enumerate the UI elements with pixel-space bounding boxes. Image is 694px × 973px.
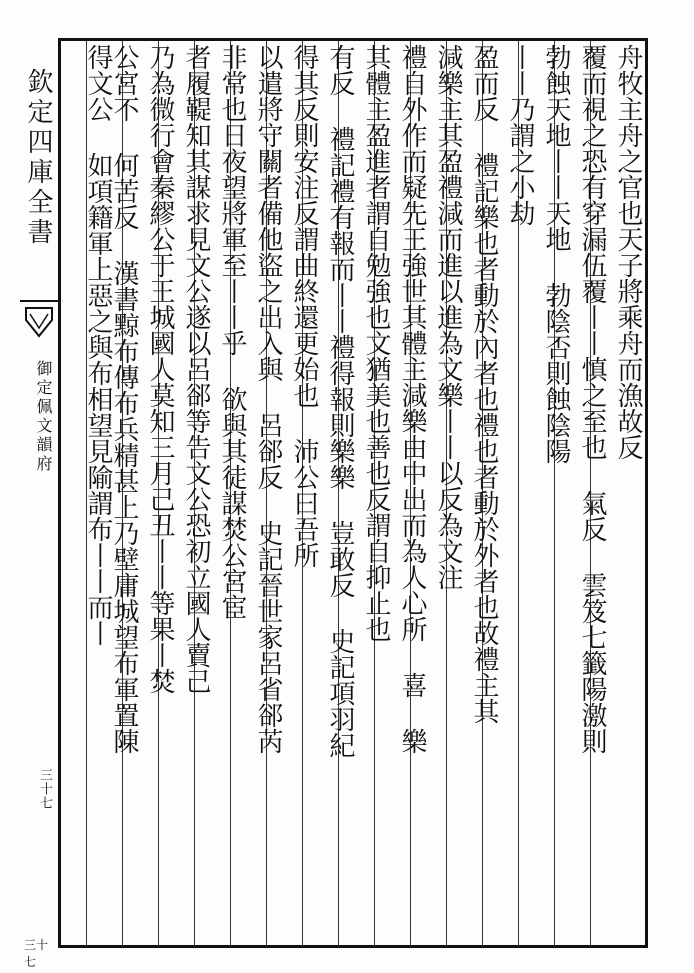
text-column: 禮自外作而疑先王強世其體主減樂由中出而為人心所 喜 樂 (397, 44, 427, 754)
margin-footer: 三十七 (24, 938, 49, 969)
text-column: 舟牧主舟之官也天子將乘舟而漁故反 (613, 44, 643, 460)
text-column: 其體主盈進者謂自勉強也文猶美也善也反謂自抑止也 (361, 44, 391, 642)
text-column: 公宮不 何苦反 漢書黥布傳布兵精甚上乃壁庸城望布軍置陳 (109, 44, 139, 754)
text-column: 以遣將守關者備他盜之出入與 呂郤反 史記晉世家呂省郤芮 (253, 44, 283, 754)
text-column: 覆而視之恐有穿漏伍覆丨丨慎之至也 氣反 雲笈七籤陽激則 (577, 44, 607, 754)
margin-book-title: 御定佩文韻府 (34, 360, 53, 474)
margin-page-number: 三十七 (37, 768, 52, 810)
text-column: 乃為微行會秦繆公于王城國人莫知三月己丑丨丨等果丨焚 (145, 44, 175, 694)
text-column: 非常也日夜望將軍至丨丨乎 欲與其徒謀焚公宮宦 (217, 44, 247, 620)
margin-divider (20, 300, 58, 302)
margin-collection-title: 欽定四庫全書 (23, 68, 53, 248)
page-margin (20, 38, 58, 969)
text-column: 勃蝕天地丨丨天地 勃陰否則蝕陰陽 (541, 44, 571, 464)
text-column: 者履鞮知其謀求見文公遂以呂郤等告文公恐初立國人賣己 (181, 44, 211, 694)
text-column: 減樂主其盈禮減而進以進為文樂丨丨以反為文注 (433, 44, 463, 590)
text-column: 有反 禮記禮有報而丨丨禮得報則樂樂 豈敢反 史記項羽紀 (325, 44, 355, 758)
text-column: 得其反則安注反謂曲終還更始也 沛公曰吾所 (289, 44, 319, 568)
fish-tail-mark-icon (24, 306, 54, 346)
text-column: 丨丨乃謂之小劫 (505, 44, 535, 226)
text-column: 得文公 如項籍軍上惡之與布相望見隃謂布丨丨而丨 (83, 44, 113, 646)
text-column: 盈而反 禮記樂也者動於內者也禮也者動於外者也故禮主其 (469, 44, 499, 724)
